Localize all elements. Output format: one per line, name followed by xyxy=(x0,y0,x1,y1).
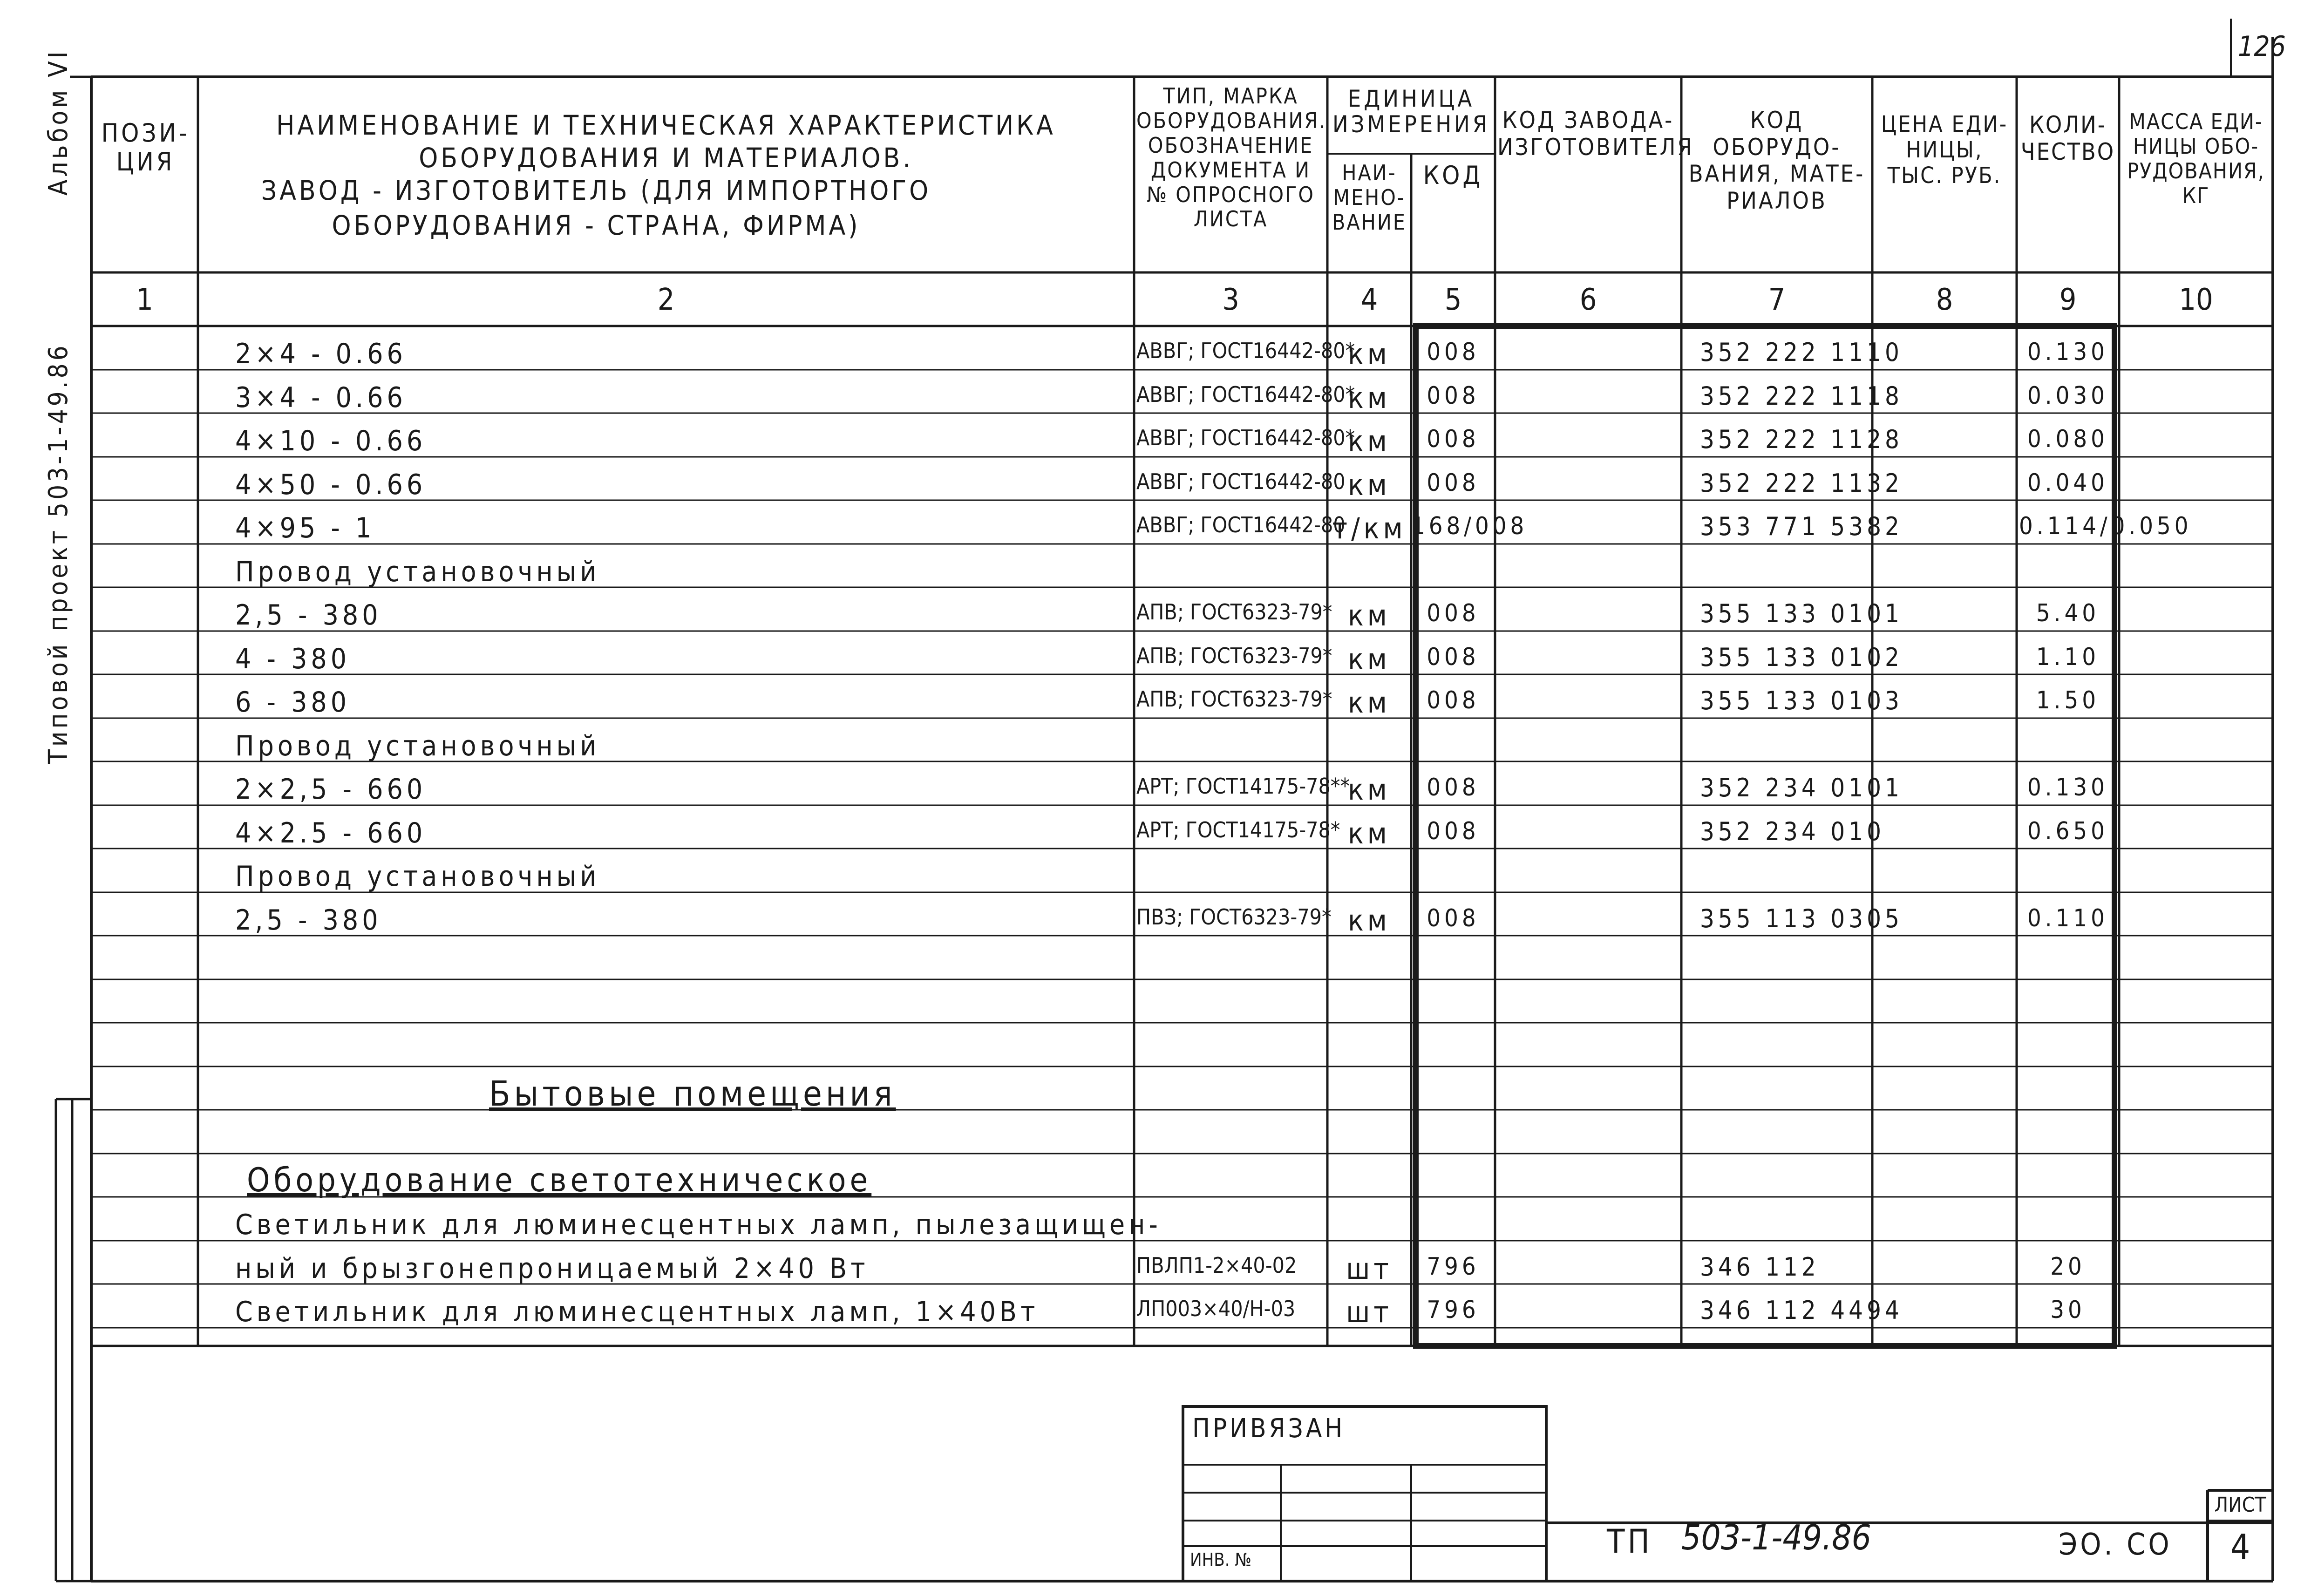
cell-unit: км xyxy=(1348,381,1391,415)
header-unit-group: ЕДИНИЦА ИЗМЕРЕНИЯ xyxy=(1332,85,1490,138)
cell-unit: км xyxy=(1348,903,1391,937)
cell-unit: шт xyxy=(1346,1295,1393,1329)
header-mass: МАССА ЕДИ- НИЦЫ ОБО- РУДОВАНИЯ, КГ xyxy=(2127,109,2265,208)
col-number-3: 3 xyxy=(1222,283,1239,317)
header-name-l4: ОБОРУДОВАНИЯ - СТРАНА, ФИРМА) xyxy=(332,210,861,241)
cell-code: 008 xyxy=(1427,643,1480,671)
stamp-privyazan: ПРИВЯЗАН xyxy=(1192,1413,1346,1444)
cell-unit: км xyxy=(1348,598,1391,632)
header-position: ПОЗИ- ЦИЯ xyxy=(101,118,190,177)
header-maker-code: КОД ЗАВОДА- ИЗГОТОВИТЕЛЯ xyxy=(1497,107,1694,161)
cell-doc: АПВ; ГОСТ6323-79* xyxy=(1136,599,1332,625)
cell-name: 4×95 - 1 xyxy=(235,512,375,544)
cell-doc: ПВЗ; ГОСТ6323-79* xyxy=(1136,904,1332,930)
cell-eq: 346 112 4494 xyxy=(1700,1296,1903,1325)
cell-eq: 353 771 5382 xyxy=(1700,512,1903,541)
cell-name: 4×2.5 - 660 xyxy=(235,817,427,849)
cell-name: ный и брызгонепроницаемый 2×40 Вт xyxy=(235,1252,869,1285)
header-name-l2: ОБОРУДОВАНИЯ И МАТЕРИАЛОВ. xyxy=(419,142,913,174)
header-price: ЦЕНА ЕДИ- НИЦЫ, ТЫС. РУБ. xyxy=(1881,111,2008,189)
cell-eq: 352 234 0101 xyxy=(1700,773,1903,802)
cell-code: 168/008 xyxy=(1411,512,1528,540)
cell-name: 2×4 - 0.66 xyxy=(235,338,407,370)
cell-code: 796 xyxy=(1427,1296,1480,1324)
stamp-inventory: ИНВ. № xyxy=(1190,1549,1252,1570)
cell-code: 008 xyxy=(1427,904,1480,932)
cell-doc: АРТ; ГОСТ14175-78* xyxy=(1136,817,1340,842)
cell-name: Светильник для люминесцентных ламп, 1×40Вт xyxy=(235,1296,1039,1328)
cell-name: 2,5 - 380 xyxy=(235,599,382,632)
cell-doc: ПВЛП1-2×40-02 xyxy=(1136,1253,1297,1278)
cell-qty: 0.080 xyxy=(2027,425,2108,453)
cell-eq: 355 133 0102 xyxy=(1700,643,1903,672)
cell-code: 008 xyxy=(1427,382,1480,410)
cell-qty: 0.030 xyxy=(2027,382,2108,410)
stamp-mark: ЭО. СО xyxy=(2059,1528,2172,1562)
cell-eq: 355 113 0305 xyxy=(1700,904,1903,933)
cell-doc: АПВ; ГОСТ6323-79* xyxy=(1136,686,1332,712)
cell-code: 008 xyxy=(1427,686,1480,714)
cell-unit: км xyxy=(1348,686,1391,720)
cell-qty: 0.130 xyxy=(2027,774,2108,801)
cell-unit: км xyxy=(1348,424,1391,458)
cell-qty: 0.110 xyxy=(2027,904,2108,932)
cell-eq: 352 222 1110 xyxy=(1700,338,1903,367)
cell-doc: АВВГ; ГОСТ16442-80 xyxy=(1136,469,1346,494)
cell-name: 4×10 - 0.66 xyxy=(235,425,427,457)
col-number-6: 6 xyxy=(1579,283,1597,317)
cell-name: 4×50 - 0.66 xyxy=(235,469,427,501)
cell-eq: 352 234 010 xyxy=(1700,817,1885,846)
col-number-7: 7 xyxy=(1768,283,1786,317)
header-type: ТИП, МАРКА ОБОРУДОВАНИЯ. ОБОЗНАЧЕНИЕ ДОКУМЕНТА И № ОПРОСНОГО ЛИСТА xyxy=(1136,83,1327,232)
header-unit-name: НАИ- МЕНО- ВАНИЕ xyxy=(1332,160,1407,235)
cell-doc: АПВ; ГОСТ6323-79* xyxy=(1136,643,1332,668)
cell-unit: км xyxy=(1348,816,1391,850)
cell-code: 008 xyxy=(1427,774,1480,801)
cell-qty: 0.130 xyxy=(2027,338,2108,366)
cell-code: 008 xyxy=(1427,599,1480,627)
cell-unit: км xyxy=(1348,642,1391,676)
cell-doc: АРТ; ГОСТ14175-78** xyxy=(1136,774,1350,799)
cell-qty: 1.50 xyxy=(2036,686,2100,714)
cell-eq: 346 112 xyxy=(1700,1252,1820,1282)
cell-doc: АВВГ; ГОСТ16442-80* xyxy=(1136,382,1355,407)
col-number-1: 1 xyxy=(136,283,153,317)
cell-code: 008 xyxy=(1427,425,1480,453)
cell-unit: т/км xyxy=(1332,511,1407,545)
header-unit-code: КОД xyxy=(1423,161,1483,190)
col-number-4: 4 xyxy=(1360,283,1378,317)
cell-unit: км xyxy=(1348,468,1391,502)
col-number-5: 5 xyxy=(1444,283,1462,317)
cell-unit: км xyxy=(1348,773,1391,807)
cell-code: 008 xyxy=(1427,338,1480,366)
header-quantity: КОЛИ- ЧЕСТВО xyxy=(2020,111,2115,165)
cell-name: 6 - 380 xyxy=(235,686,351,719)
cell-name: 4 - 380 xyxy=(235,643,351,675)
cell-qty: 5.40 xyxy=(2036,599,2100,627)
stamp-code-prefix: ТП xyxy=(1607,1522,1652,1561)
cell-doc: ЛП003×40/Н-03 xyxy=(1136,1296,1296,1321)
cell-name: 2,5 - 380 xyxy=(235,904,382,937)
cell-name: Провод установочный xyxy=(235,556,600,588)
cell-name: Светильник для люминесцентных ламп, пылезащищен- xyxy=(235,1209,1162,1241)
side-project-label: Типовой проект 503-1-49.86 xyxy=(43,343,74,764)
cell-qty: 0.114/0.050 xyxy=(2019,512,2192,540)
cell-unit: шт xyxy=(1346,1252,1393,1286)
cell-doc: АВВГ; ГОСТ16442-80* xyxy=(1136,425,1355,450)
cell-code: 008 xyxy=(1427,469,1480,497)
cell-qty: 0.650 xyxy=(2027,817,2108,845)
col-number-10: 10 xyxy=(2179,283,2213,317)
side-album-label: Альбом VI xyxy=(43,48,74,196)
header-equipment-code: КОД ОБОРУДО- ВАНИЯ, МАТЕ- РИАЛОВ xyxy=(1688,107,1865,214)
cell-name: Провод установочный xyxy=(235,860,600,893)
cell-eq: 355 133 0101 xyxy=(1700,599,1903,628)
cell-eq: 352 222 1132 xyxy=(1700,469,1903,498)
sheet-number: 126 xyxy=(2238,30,2286,63)
stamp-list-label: ЛИСТ xyxy=(2214,1493,2266,1517)
cell-name: Оборудование светотехническое xyxy=(247,1161,872,1199)
cell-name: 3×4 - 0.66 xyxy=(235,381,407,414)
cell-code: 796 xyxy=(1427,1253,1480,1281)
cell-qty: 1.10 xyxy=(2036,643,2100,671)
cell-doc: АВВГ; ГОСТ16442-80 xyxy=(1136,512,1346,537)
cell-eq: 355 133 0103 xyxy=(1700,686,1903,715)
stamp-list-number: 4 xyxy=(2230,1527,2250,1567)
cell-code: 008 xyxy=(1427,817,1480,845)
stamp-project-code: 503-1-49.86 xyxy=(1681,1518,1871,1558)
cell-name: 2×2,5 - 660 xyxy=(235,773,427,806)
header-name-l3: ЗАВОД - ИЗГОТОВИТЕЛЬ (ДЛЯ ИМПОРТНОГО xyxy=(261,175,931,206)
cell-qty: 20 xyxy=(2050,1253,2086,1281)
cell-qty: 0.040 xyxy=(2027,469,2108,497)
cell-eq: 352 222 1118 xyxy=(1700,381,1903,411)
cell-unit: км xyxy=(1348,337,1391,371)
col-number-8: 8 xyxy=(1936,283,1953,317)
cell-eq: 352 222 1128 xyxy=(1700,425,1903,454)
cell-qty: 30 xyxy=(2050,1296,2086,1324)
cell-doc: АВВГ; ГОСТ16442-80* xyxy=(1136,338,1355,363)
cell-name: Бытовые помещения xyxy=(489,1074,896,1114)
col-number-9: 9 xyxy=(2059,283,2077,317)
col-number-2: 2 xyxy=(657,283,675,317)
cell-name: Провод установочный xyxy=(235,730,600,762)
header-name-l1: НАИМЕНОВАНИЕ И ТЕХНИЧЕСКАЯ ХАРАКТЕРИСТИКА xyxy=(276,109,1056,141)
